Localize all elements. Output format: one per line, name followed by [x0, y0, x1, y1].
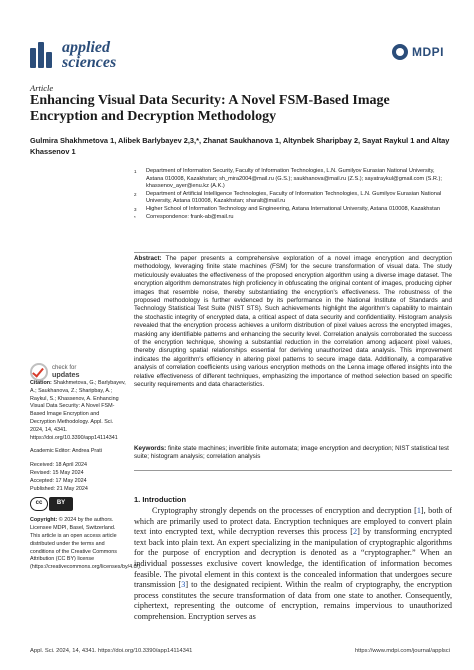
affiliation-item	[134, 191, 449, 206]
affiliation-text: Correspondence: frank-ab@mail.ru	[146, 213, 234, 220]
journal-name-line2: sciences	[62, 54, 117, 71]
publisher-logo-text: MDPI	[412, 45, 444, 59]
intro-text-segment: ], both of which are primarily used to protect data. Encryption techniques are employed to convert plain text into encrypted text, while decryption reverses this process [	[134, 506, 452, 537]
footer-citation: Appl. Sci. 2024, 14, 4341. https://doi.org/10.3390/app14114341	[30, 648, 193, 654]
reference-link[interactable]: 3	[181, 580, 186, 590]
affiliation-number: 1	[134, 169, 137, 174]
keywords-label: Keywords:	[134, 445, 167, 452]
abstract-label: Abstract:	[134, 255, 162, 262]
date-revised: Revised: 15 May 2024	[30, 469, 84, 476]
affiliation-item	[134, 214, 449, 222]
affiliations	[134, 168, 449, 221]
date-accepted: Accepted: 17 May 2024	[30, 477, 87, 484]
affiliation-number: *	[134, 214, 136, 220]
journal-name	[62, 40, 116, 70]
affiliation-number: 3	[134, 206, 137, 212]
journal-mark-icon	[30, 40, 56, 70]
affiliation-item	[134, 168, 449, 191]
date-published: Published: 21 May 2024	[30, 485, 88, 492]
footer-journal-link[interactable]: https://www.mdpi.com/journal/applsci	[354, 648, 450, 654]
academic-editor: Academic Editor: Andrea Prati	[30, 448, 102, 455]
citation-text: Shakhmetova, G.; Barlybayev, A.; Saukhanova, Z.; Sharipbay, A.; Raykul, S.; Khassenov, A. Enhancing Visual Data Security: A Novel FSM-Based Image Encryption and Decryption Methodology. Appl. Sci. 2024, 14, 4341. https://doi.org/10.3390/app14114341	[30, 380, 126, 441]
affiliation-number: 2	[134, 191, 137, 197]
intro-text-segment: Cryptography strongly depends on the processes of encryption and decryption [	[152, 506, 417, 515]
abstract-text: The paper presents a comprehensive exploration of a novel image encryption and decryption methodology, leveraging finite state machines (FSM) for the secure transformation of visual data. The study meticulously evaluates the effectiveness of the proposed encryption algorithm using a diverse image dataset. The encryption algorithm demonstrates high proficiency in obfuscating the original content of images, producing cipher images that resemble noise, thereby substantiating the encryption's effectiveness. The robustness of the proposed methodology is further evidenced by its performance in the National Institute of Standards and Technology Statistical Test Suite (NIST STS). Such achievements highlight the algorithm's capability to maintain the stochastic integrity of encrypted data, a critical aspect of data security and confidentiality. Histogram analysis revealed that the encryption process achieves a uniform distribution of pixel values across the encrypted images, masking any identifiable patterns and enhancing the security level. Correlation analysis corroborated the success of the encryption technique, showing a substantial reduction in the correlation among adjacent pixel values, thereby disrupting spatial relationships essential for deriving unauthorized data analysis. This improvement indicates the algorithm's efficiency in altering pixel patterns to secure image data. Additionally, a comparative analysis of correlation coefficients using various encryption methods on the Lenna image offered insights into the relative effectiveness of different techniques, emphasizing the importance of method selection based on specific security requirements and data characteristics.	[134, 255, 452, 389]
journal-logo	[30, 40, 116, 70]
affiliation-item	[134, 206, 449, 214]
citation-block	[30, 380, 126, 442]
check-updates-text	[52, 365, 80, 379]
check-updates-line1: check for	[52, 365, 77, 371]
copyright-notice	[30, 517, 142, 572]
citation-label: Citation:	[30, 380, 52, 386]
affiliation-text: Department of Artificial Intelligence Technologies, Faculty of Information Technologies, L.N. Gumilyov Eurasian National University, Astana 010008, Kazakhstan; sharalt@mail.ru	[146, 190, 442, 205]
intro-text-segment: ] by transforming encrypted text back into plain text. An expert specializing in the manipulation of cryptographic algorithms for the purpose of encryption and decryption is denoted as a “cryptographer.” When an individual possesses exclusive covert knowledge, the identification of information becomes feasible. The pivotal element in this context is the concealed information that undergoes secure transmission [	[134, 527, 452, 590]
article-type: Article	[30, 83, 54, 93]
article-info-column	[30, 380, 142, 578]
keywords-text: finite state machines; invertible finite automata; image encryption and decryption; NIST statistical test suite; histogram analysis; correlation analysis	[134, 445, 449, 461]
reference-link[interactable]: 2	[352, 527, 358, 537]
section-divider	[134, 470, 452, 471]
affiliation-text: Higher School of Information Technology and Engineering, Astana International University, Astana 010008, Kazakhstan	[146, 205, 440, 212]
page-footer	[30, 648, 450, 654]
reference-link[interactable]: 1	[416, 506, 421, 515]
intro-text-segment: ] to the designated recipient. Within the realm of cryptography, the encryption process constitutes the secure transformation of data from one state to another. Consequently, ciphertext, representing the outcome of encryption, remains impervious to unauthorized comprehension. Encryption serves as	[134, 580, 453, 621]
check-for-updates-button[interactable]	[30, 363, 80, 381]
section-heading: 1. Introduction	[134, 495, 187, 504]
introduction-text	[134, 506, 452, 623]
cc-icon: cc	[30, 497, 48, 511]
affiliation-text: Department of Information Security, Faculty of Information Technologies, L.N. Gumilyov Eurasian National University, Astana 010008, Kazakhstan; sh_mira2004@mail.ru (G.S.); saukhanova@mail.ru (Z.S.); sayatraykul@gmail.com (S.R.); khassenov_ayer@enu.kz (A.K.)	[146, 168, 442, 190]
date-received: Received: 18 April 2024	[30, 462, 87, 469]
check-updates-icon	[30, 363, 48, 381]
copyright-label: Copyright:	[30, 517, 58, 524]
mdpi-logo-icon	[392, 44, 408, 60]
copyright-text: © 2024 by the authors. Licensee MDPI, Basel, Switzerland. This article is an open access article distributed under the terms and conditions of the Creative Commons Attribution (CC BY) license (https://creativecommons.org/licenses/by/4.0/).	[30, 517, 142, 571]
check-updates-line2: updates	[52, 369, 80, 379]
by-icon: BY	[49, 497, 73, 511]
journal-name-line1: applied	[62, 39, 110, 56]
publication-dates	[30, 462, 126, 493]
keywords	[134, 445, 452, 462]
cc-by-license-badge[interactable]	[30, 497, 126, 511]
abstract	[134, 252, 452, 390]
author-list: Gulmira Shakhmetova 1, Alibek Barlybayev 2,3,*, Zhanat Saukhanova 1, Altynbek Sharipbay 2, Sayat Raykul 1 and Altay Khassenov 1	[30, 136, 450, 156]
paper-title: Enhancing Visual Data Security: A Novel FSM-Based Image Encryption and Decryption Methodology	[30, 93, 390, 124]
publisher-logo	[392, 44, 444, 60]
